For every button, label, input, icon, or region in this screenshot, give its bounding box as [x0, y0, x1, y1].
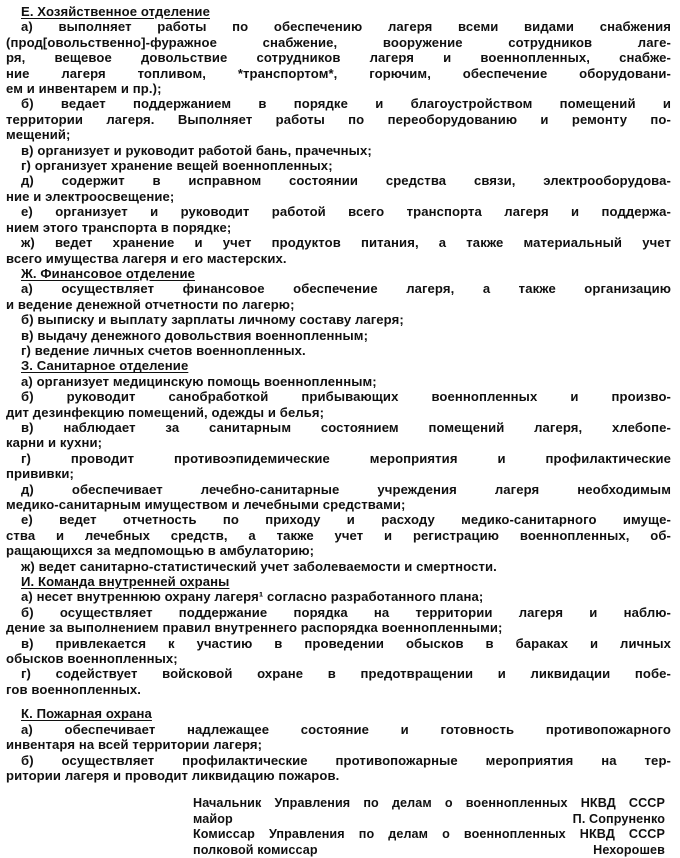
signature-line: [193, 827, 665, 843]
text-line: инвентаря на всей территории лагеря;: [6, 737, 263, 753]
text-line: дит дезинфекцию помещений, одежды и белья;: [6, 404, 325, 420]
text-line: ж) ведет санитарно-статистический учет заболеваемости и смертности.: [21, 558, 497, 574]
text-line: г) содействует войсковой охране в предотвращении и ликвидации побе-: [21, 666, 671, 682]
text-line: в) привлекается к участию в проведении обысков в бараках и личных: [21, 635, 671, 651]
paragraph: [6, 605, 671, 636]
paragraph: [6, 482, 671, 513]
text-line: б) ведает поддержанием в порядке и благоустройством помещений и: [21, 96, 671, 112]
paragraph: [6, 374, 671, 389]
text-line: б) выписку и выплату зарплаты личному составу лагеря;: [21, 312, 404, 328]
section-Z: [6, 358, 671, 574]
section-heading: Ж. Финансовое отделение: [21, 265, 195, 281]
paragraph: [6, 204, 671, 235]
text-line: б) осуществляет профилактические противопожарные мероприятия на тер-: [21, 752, 671, 768]
text-line: а) организует медицинскую помощь военнопленным;: [21, 373, 377, 389]
signature-line: [193, 796, 665, 812]
section-heading: З. Санитарное отделение: [21, 358, 189, 374]
text-line: а) осуществляет финансовое обеспечение лагеря, а также организацию: [21, 281, 671, 297]
paragraph: [6, 235, 671, 266]
text-line: мещений;: [6, 127, 71, 143]
paragraph: [6, 420, 671, 451]
text-line: г) проводит противоэпидемические мероприятия и профилактические: [21, 450, 671, 466]
paragraph: [6, 173, 671, 204]
text-line: ем и инвентарем и пр.);: [6, 81, 162, 97]
text-line: а) выполняет работы по обеспечению лагеря всеми видами снабжения: [21, 19, 671, 35]
signature-text-left: Начальник Управления по делам о военнопленных НКВД СССР: [193, 796, 665, 811]
text-line: территории лагеря. Выполняет работы по переоборудованию и ремонту по-: [6, 111, 671, 127]
signature-block: [193, 796, 665, 858]
paragraph: [6, 96, 671, 142]
signature-text-left: майор: [193, 811, 233, 826]
text-line: ря, вещевое довольствие сотрудников лагеря и военнопленных, снабже-: [6, 50, 671, 66]
text-line: дение за выполнением правил внутреннего распорядка военнопленными;: [6, 620, 503, 636]
text-line: ние лагеря топливом, *транспортом*, горючим, обеспечение оборудовани-: [6, 65, 671, 81]
text-line: г) организует хранение вещей военнопленных;: [21, 158, 333, 174]
section-E: [6, 4, 671, 266]
text-line: ж) ведет хранение и учет продуктов питания, а также материальный учет: [21, 235, 671, 251]
paragraph: [6, 512, 671, 558]
text-line: ритории лагеря и проводит ликвидацию пожаров.: [6, 767, 340, 783]
signature-line: [193, 812, 665, 828]
text-line: (прод[овольственно]-фуражное снабжение, вооружение сотрудников лаге-: [6, 34, 671, 50]
text-line: гов военнопленных.: [6, 681, 141, 697]
text-line: д) обеспечивает лечебно-санитарные учреждения лагеря необходимым: [21, 481, 671, 497]
section-K: [6, 706, 671, 783]
document-sections: [6, 4, 671, 783]
section-heading: К. Пожарная охрана: [21, 706, 152, 722]
text-line: медико-санитарным имуществом и лечебными средствами;: [6, 497, 406, 512]
text-line: в) наблюдает за санитарным состоянием помещений лагеря, хлебопе-: [21, 419, 671, 435]
text-line: е) организует и руководит работой всего транспорта лагеря и поддержа-: [21, 204, 671, 220]
section-heading: Е. Хозяйственное отделение: [21, 4, 210, 19]
signature-line: [193, 843, 665, 858]
text-line: и ведение денежной отчетности по лагерю;: [6, 296, 295, 312]
paragraph: [6, 343, 671, 358]
paragraph: [6, 589, 671, 604]
paragraph: [6, 143, 671, 158]
signature-text-left: Комиссар Управления по делам о военнопленных НКВД СССР: [193, 827, 665, 842]
text-line: д) содержит в исправном состоянии средства связи, электрооборудова-: [21, 173, 671, 189]
text-line: а) несет внутреннюю охрану лагеря¹ согласно разработанного плана;: [21, 589, 484, 605]
paragraph: [6, 281, 671, 312]
text-line: всего имущества лагеря и его мастерских.: [6, 250, 287, 266]
text-line: в) выдачу денежного довольствия военнопленным;: [21, 327, 369, 343]
paragraph: [6, 158, 671, 173]
text-line: ращающихся за медпомощью в амбулаторию;: [6, 543, 315, 559]
text-line: прививки;: [6, 466, 74, 482]
section-Zh: [6, 266, 671, 358]
signature-text-left: полковой комиссар: [193, 842, 318, 857]
paragraph: [6, 753, 671, 784]
section-heading: И. Команда внутренней охраны: [21, 574, 230, 590]
text-line: обысков военнопленных;: [6, 651, 178, 667]
text-line: а) обеспечивает надлежащее состояние и готовность противопожарного: [21, 721, 671, 737]
paragraph: [6, 636, 671, 667]
signature-text-right: Нехорошев: [593, 842, 665, 857]
text-line: б) осуществляет поддержание порядка на территории лагеря и наблю-: [21, 604, 671, 620]
text-line: ние и электроосвещение;: [6, 188, 175, 204]
text-line: нием этого транспорта в порядке;: [6, 219, 232, 235]
signature-text-right: П. Сопруненко: [572, 811, 665, 826]
paragraph: [6, 312, 671, 327]
paragraph: [6, 19, 671, 96]
text-line: карни и кухни;: [6, 435, 103, 451]
text-line: в) организует и руководит работой бань, прачечных;: [21, 142, 372, 158]
section-I: [6, 574, 671, 697]
paragraph: [6, 559, 671, 574]
paragraph: [6, 389, 671, 420]
text-line: е) ведет отчетность по приходу и расходу медико-санитарного имуще-: [21, 512, 671, 528]
text-line: ства и лечебных средств, а также учет и регистрацию военнопленных, об-: [6, 527, 671, 543]
paragraph: [6, 722, 671, 753]
text-line: г) ведение личных счетов военнопленных.: [21, 342, 306, 358]
paragraph: [6, 666, 671, 697]
paragraph: [6, 451, 671, 482]
paragraph: [6, 328, 671, 343]
text-line: б) руководит санобработкой прибывающих военнопленных и произво-: [21, 389, 671, 405]
